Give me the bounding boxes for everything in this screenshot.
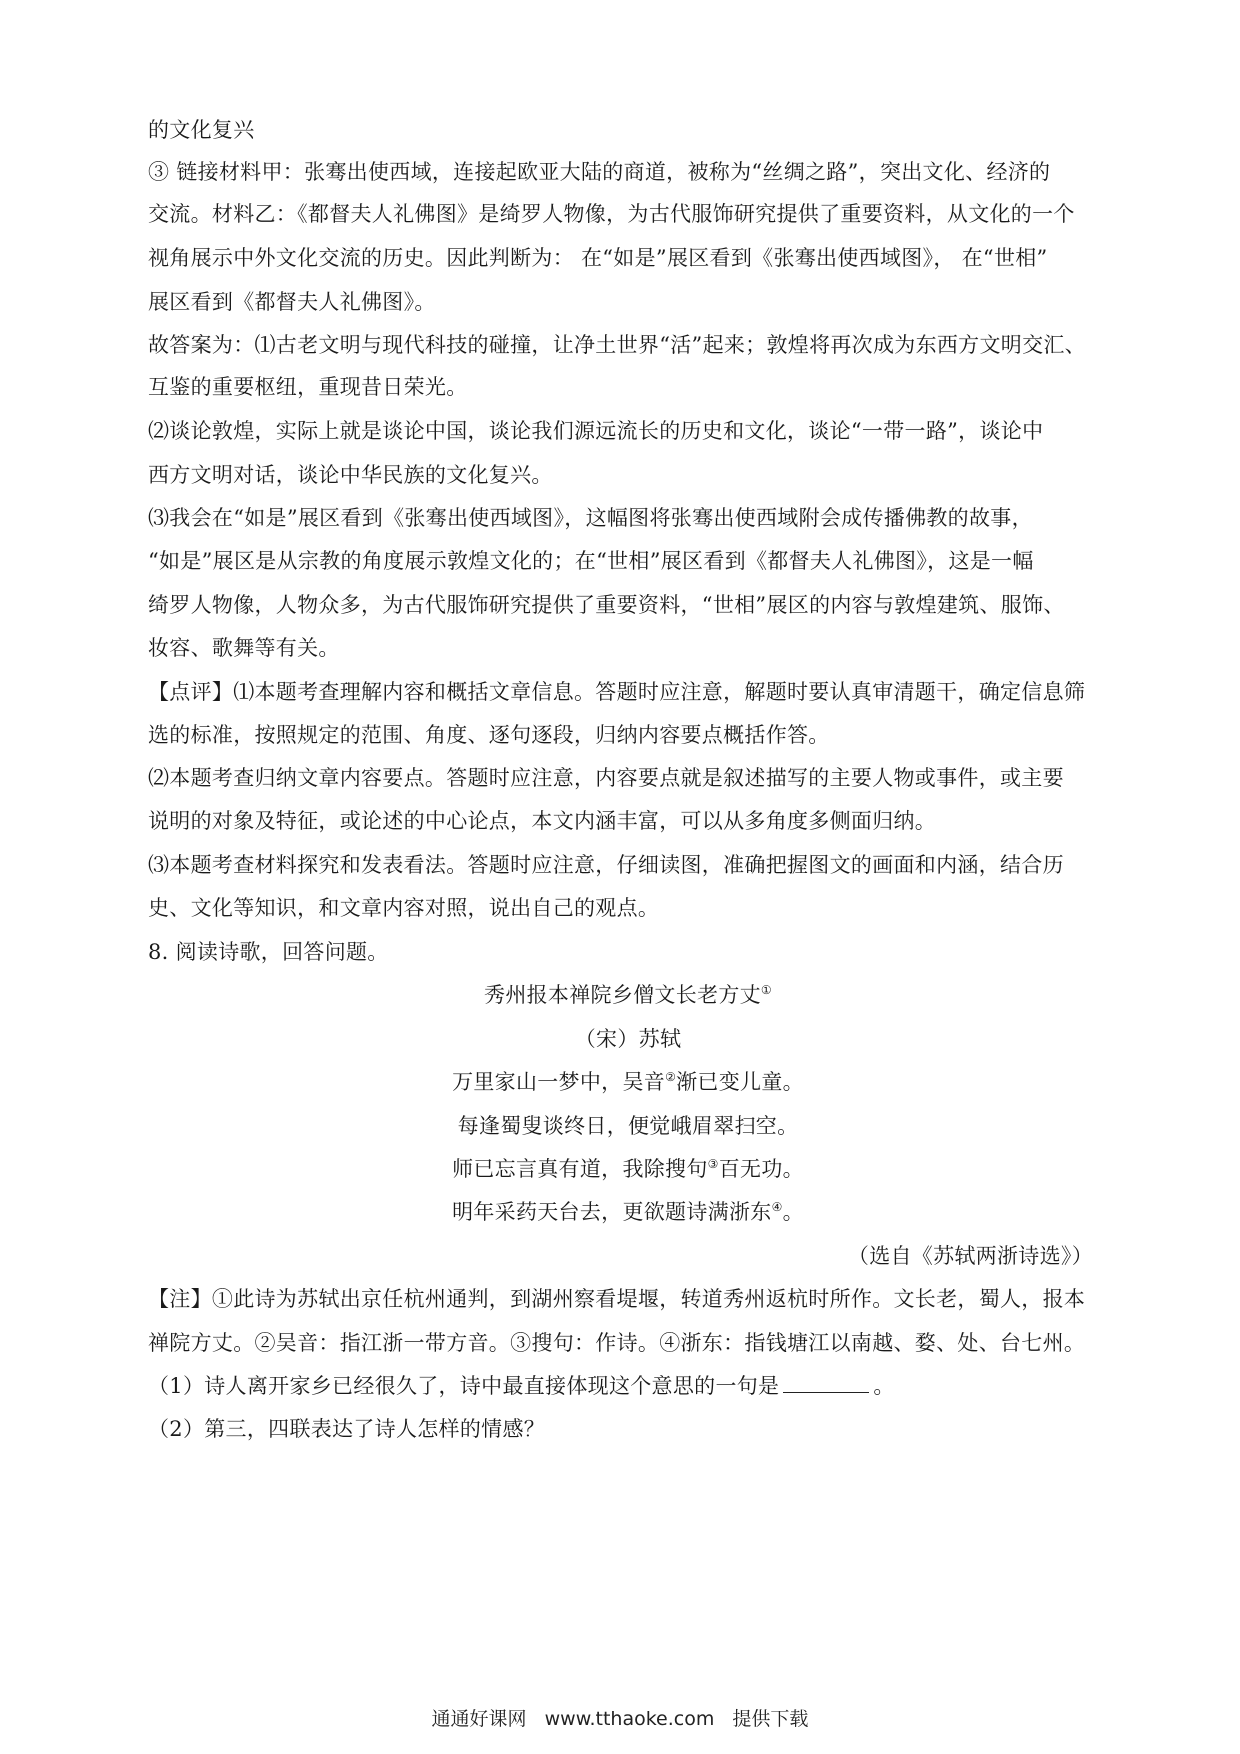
question-2: （2）第三，四联表达了诗人怎样的情感？ (148, 1417, 546, 1441)
paragraph-line: 选的标准，按照规定的范围、角度、逐句逐段，归纳内容要点概括作答。 (148, 723, 830, 747)
paragraph-line: “如是”展区是从宗教的角度展示敦煌文化的；在“世相”展区看到《都督夫人礼佛图》，这是一幅 (148, 549, 1034, 573)
page-footer (0, 1704, 1240, 1731)
footnote-marker: ③ (707, 1157, 719, 1171)
answer-blank[interactable] (783, 1372, 869, 1393)
footnote-marker: ② (665, 1070, 677, 1084)
poem-line (148, 1197, 1108, 1227)
question-text: （1）诗人离开家乡已经很久了，诗中最直接体现这个意思的一句是 (148, 1374, 780, 1398)
question-heading: 8. 阅读诗歌，回答问题。 (148, 940, 389, 964)
paragraph-line: 展区看到《都督夫人礼佛图》。 (148, 290, 436, 314)
paragraph-line: ⑶本题考查材料探究和发表看法。答题时应注意，仔细读图，准确把握图文的画面和内涵，结合历 (148, 853, 1064, 877)
poem-line-text: 。 (782, 1200, 804, 1224)
poem-line: 每逢蜀叟谈终日，便觉峨眉翠扫空。 (457, 1114, 799, 1138)
note-line: 禅院方丈。②吴音：指江浙一带方音。③搜句：作诗。④浙东：指钱塘江以南越、婺、处、台七州。 (148, 1331, 1086, 1355)
paragraph-line: 史、文化等知识，和文章内容对照，说出自己的观点。 (148, 896, 660, 920)
paragraph-line: 故答案为：⑴古老文明与现代科技的碰撞，让净土世界“活”起来；敦煌将再次成为东西方文明交汇、 (148, 333, 1086, 357)
poem-author: （宋）苏轼 (574, 1027, 682, 1051)
poem-title (148, 980, 1108, 1010)
paragraph-line: ③ 链接材料甲：张骞出使西域，连接起欧亚大陆的商道，被称为“丝绸之路”，突出文化、经济的 (148, 160, 1051, 184)
poem-title-text: 秀州报本禅院乡僧文长老方丈 (484, 983, 761, 1007)
poem-line-text: 渐已变儿童。 (676, 1070, 804, 1094)
footer-site-name: 通通好课网 (431, 1708, 527, 1730)
paragraph-line: 妆容、歌舞等有关。 (148, 636, 340, 660)
poem-line (148, 1067, 1108, 1097)
paragraph-line: ⑵谈论敦煌，实际上就是谈论中国，谈论我们源远流长的历史和文化，谈论“一带一路”，谈论中 (148, 419, 1044, 443)
poem-line-text: 百无功。 (718, 1157, 804, 1181)
poem-line-text: 万里家山一梦中，吴音 (452, 1070, 666, 1094)
paragraph-line: 视角展示中外文化交流的历史。因此判断为： 在“如是”展区看到《张骞出使西域图》， 在“世相” (148, 246, 1048, 270)
paragraph-line: ⑵本题考查归纳文章内容要点。答题时应注意，内容要点就是叙述描写的主要人物或事件，或主要 (148, 766, 1064, 790)
footer-text: 提供下载 (732, 1708, 809, 1730)
note-line: 【注】①此诗为苏轼出京任杭州通判，到湖州察看堤堰，转道秀州返杭时所作。文长老，蜀人，报本 (148, 1287, 1086, 1311)
poem-line (148, 1154, 1108, 1184)
paragraph-line: 绮罗人物像，人物众多，为古代服饰研究提供了重要资料，“世相”展区的内容与敦煌建筑、服饰、 (148, 593, 1065, 617)
paragraph-line: ⑶我会在“如是”展区看到《张骞出使西域图》，这幅图将张骞出使西域附会成传播佛教的故事， (148, 506, 1033, 530)
footer-url[interactable]: www.tthaoke.com (544, 1708, 715, 1730)
paragraph-line: 说明的对象及特征，或论述的中心论点，本文内涵丰富，可以从多角度多侧面归纳。 (148, 809, 937, 833)
question-1 (148, 1371, 1108, 1401)
poem-line-text: 明年采药天台去，更欲题诗满浙东 (452, 1200, 772, 1224)
paragraph-line: 西方文明对话，谈论中华民族的文化复兴。 (148, 463, 553, 487)
footnote-marker: ④ (771, 1200, 783, 1214)
paragraph-line: 交流。材料乙：《都督夫人礼佛图》是绮罗人物像，为古代服饰研究提供了重要资料，从文化的一个 (148, 202, 1075, 226)
poem-line-text: 师已忘言真有道，我除搜句 (452, 1157, 708, 1181)
paragraph-line: 的文化复兴 (148, 118, 255, 142)
comment-line: 【点评】⑴本题考查理解内容和概括文章信息。答题时应注意，解题时要认真审清题干，确定信息筛 (148, 680, 1086, 704)
footnote-marker: ① (760, 983, 772, 997)
poem-source: （选自《苏轼两浙诗选》） (847, 1244, 1093, 1268)
paragraph-line: 互鉴的重要枢纽，重现昔日荣光。 (148, 375, 468, 399)
question-text-end: 。 (873, 1374, 895, 1398)
